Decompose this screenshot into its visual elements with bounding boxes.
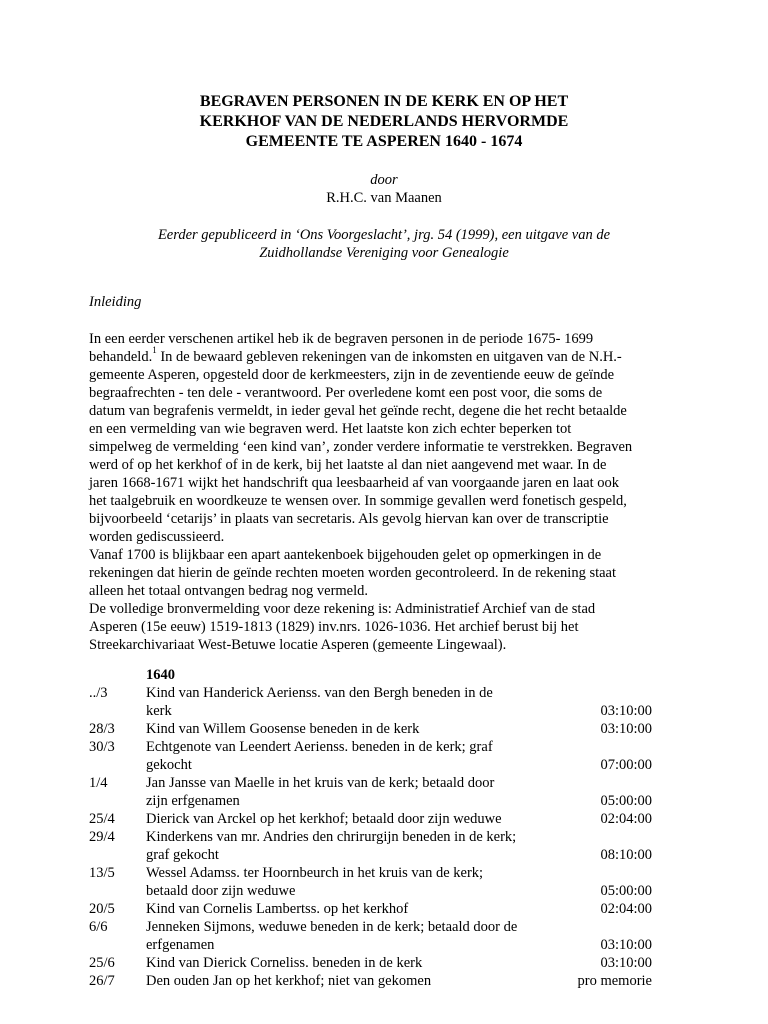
- register-year: 1640: [146, 667, 175, 683]
- entry-description-line: betaald door zijn weduwe: [146, 883, 296, 899]
- entry-description: [146, 864, 566, 900]
- entry-description-line: Kind van Willem Goosense beneden in de kerk: [146, 721, 420, 737]
- entry-description: [146, 738, 566, 774]
- entry-description-line: gekocht: [146, 757, 192, 773]
- entry-date: 28/3: [89, 721, 115, 737]
- register-entry: [89, 972, 669, 990]
- entry-description-line: erfgenamen: [146, 937, 215, 953]
- intro-line: het taalgebruik en woordkeuze te wensen over. In sommige gevallen werd fonetisch gespeld,: [89, 493, 627, 509]
- entry-description-line: Wessel Adamss. ter Hoornbeurch in het kruis van de kerk;: [146, 865, 484, 881]
- entry-description: [146, 828, 566, 864]
- intro-line: [89, 345, 689, 366]
- entry-amount: 02:04:00: [600, 901, 652, 917]
- entry-description-line: kerk: [146, 703, 172, 719]
- intro-line: In een eerder verschenen artikel heb ik de begraven personen in de periode 1675- 1699: [89, 331, 594, 347]
- entry-description: [146, 774, 566, 810]
- entry-amount: 03:10:00: [600, 955, 652, 971]
- intro-line: worden gediscussieerd.: [89, 529, 225, 545]
- entry-amount: 02:04:00: [600, 811, 652, 827]
- intro-line: rekeningen dat hierin de geïnde rechten moeten worden gecontroleerd. In de rekening staat: [89, 565, 617, 581]
- intro-line: datum van begrafenis vermeldt, in ieder geval het geïnde recht, degene die het recht betaalde: [89, 403, 627, 419]
- intro-line: De volledige bronvermelding voor deze rekening is: Administratief Archief van de stad: [89, 601, 596, 617]
- intro-line: werd of op het kerkhof of in de kerk, bij het laatste al dan niet aangevend met waar. In de: [89, 457, 607, 473]
- entry-description: [146, 972, 566, 990]
- publication-note: [100, 226, 668, 262]
- entry-description-line: zijn erfgenamen: [146, 793, 240, 809]
- entry-date: 30/3: [89, 739, 115, 755]
- document-title: [100, 92, 668, 152]
- register-entry: [89, 828, 669, 864]
- entry-amount: 08:10:00: [600, 847, 652, 863]
- intro-line: Streekarchivariaat West-Betuwe locatie Asperen (gemeente Lingewaal).: [89, 637, 507, 653]
- byline-door: door: [370, 172, 398, 188]
- title-line: KERKHOF VAN DE NEDERLANDS HERVORMDE: [199, 113, 569, 130]
- intro-line: alleen het totaal ontvangen bedrag nog vermeld.: [89, 583, 369, 599]
- intro-line: en een vermelding van wie begraven werd. Het laatste kon zich echter beperken tot: [89, 421, 572, 437]
- title-line: BEGRAVEN PERSONEN IN DE KERK EN OP HET: [199, 93, 569, 110]
- entry-description: [146, 900, 566, 918]
- byline: [100, 171, 668, 207]
- author-name: R.H.C. van Maanen: [326, 190, 442, 206]
- register-entry: [89, 864, 669, 900]
- entry-date: 25/6: [89, 955, 115, 971]
- entry-date: 26/7: [89, 973, 115, 989]
- intro-line: gemeente Asperen, opgesteld door de kerkmeesters, zijn in de zeventiende eeuw de geïnde: [89, 367, 615, 383]
- register-entry: [89, 918, 669, 954]
- entry-amount: 03:10:00: [600, 937, 652, 953]
- register-entry: [89, 954, 669, 972]
- entry-description-line: Jenneken Sijmons, weduwe beneden in de kerk; betaald door de: [146, 919, 518, 935]
- section-heading-inleiding: Inleiding: [89, 294, 142, 310]
- intro-line: bijvoorbeeld ‘cetarijs’ in plaats van secretaris. Als gevolg hiervan kan over de transcriptie: [89, 511, 609, 527]
- entry-description-line: Kind van Cornelis Lambertss. op het kerkhof: [146, 901, 409, 917]
- entry-amount: pro memorie: [577, 973, 652, 989]
- register-entry: [89, 738, 669, 774]
- register-entry: [89, 720, 669, 738]
- entry-date: 25/4: [89, 811, 115, 827]
- entry-date: 20/5: [89, 901, 115, 917]
- register-entry: [89, 900, 669, 918]
- entry-description: [146, 684, 566, 720]
- entry-description: [146, 720, 566, 738]
- entry-description-line: Dierick van Arckel op het kerkhof; betaald door zijn weduwe: [146, 811, 502, 827]
- entry-description: [146, 810, 566, 828]
- entry-amount: 05:00:00: [600, 883, 652, 899]
- intro-line: simpelweg de vermelding ‘een kind van’, zonder verdere informatie te verstrekken. Begraven: [89, 439, 633, 455]
- footnote-marker[interactable]: 1: [152, 345, 157, 356]
- register-entry: [89, 684, 669, 720]
- title-line: GEMEENTE TE ASPEREN 1640 - 1674: [245, 133, 523, 150]
- publication-note-line: Eerder gepubliceerd in ‘Ons Voorgeslacht’, jrg. 54 (1999), een uitgave van de: [157, 227, 611, 243]
- entry-date: 29/4: [89, 829, 115, 845]
- entry-amount: 07:00:00: [600, 757, 652, 773]
- entry-description-line: Kind van Dierick Corneliss. beneden in de kerk: [146, 955, 423, 971]
- entry-date: 6/6: [89, 919, 108, 935]
- entry-description-line: Kind van Handerick Aerienss. van den Bergh beneden in de: [146, 685, 493, 701]
- entry-amount: 03:10:00: [600, 721, 652, 737]
- register-entry: [89, 774, 669, 810]
- entry-description-line: Jan Jansse van Maelle in het kruis van de kerk; betaald door: [146, 775, 495, 791]
- entry-description-line: Den ouden Jan op het kerkhof; niet van gekomen: [146, 973, 432, 989]
- entry-date: 13/5: [89, 865, 115, 881]
- intro-line: jaren 1668-1671 wijkt het handschrift qua leesbaarheid af van voorgaande jaren en laat ook: [89, 475, 619, 491]
- register-entries: [89, 684, 669, 990]
- intro-line-text: In de bewaard gebleven rekeningen van de inkomsten en uitgaven van de N.H.-: [156, 349, 622, 365]
- entry-date: 1/4: [89, 775, 108, 791]
- intro-line: Vanaf 1700 is blijkbaar een apart aantekenboek bijgehouden gelet op opmerkingen in de: [89, 547, 602, 563]
- intro-line-text: behandeld.: [89, 349, 153, 365]
- register-entry: [89, 810, 669, 828]
- entry-description: [146, 954, 566, 972]
- entry-amount: 03:10:00: [600, 703, 652, 719]
- entry-description-line: graf gekocht: [146, 847, 219, 863]
- intro-line: Asperen (15e eeuw) 1519-1813 (1829) inv.nrs. 1026-1036. Het archief berust bij het: [89, 619, 579, 635]
- publication-note-line: Zuidhollandse Vereniging voor Genealogie: [259, 245, 509, 261]
- entry-description-line: Echtgenote van Leendert Aerienss. beneden in de kerk; graf: [146, 739, 493, 755]
- entry-date: ../3: [89, 685, 108, 701]
- intro-line: begraafrechten - ten dele - verantwoord. Per overledene komt een post voor, die soms de: [89, 385, 603, 401]
- entry-amount: 05:00:00: [600, 793, 652, 809]
- burial-register: [89, 666, 669, 990]
- intro-text: [89, 330, 689, 654]
- intro-rest: [89, 366, 689, 654]
- entry-description-line: Kinderkens van mr. Andries den chrirurgijn beneden in de kerk;: [146, 829, 517, 845]
- entry-description: [146, 918, 566, 954]
